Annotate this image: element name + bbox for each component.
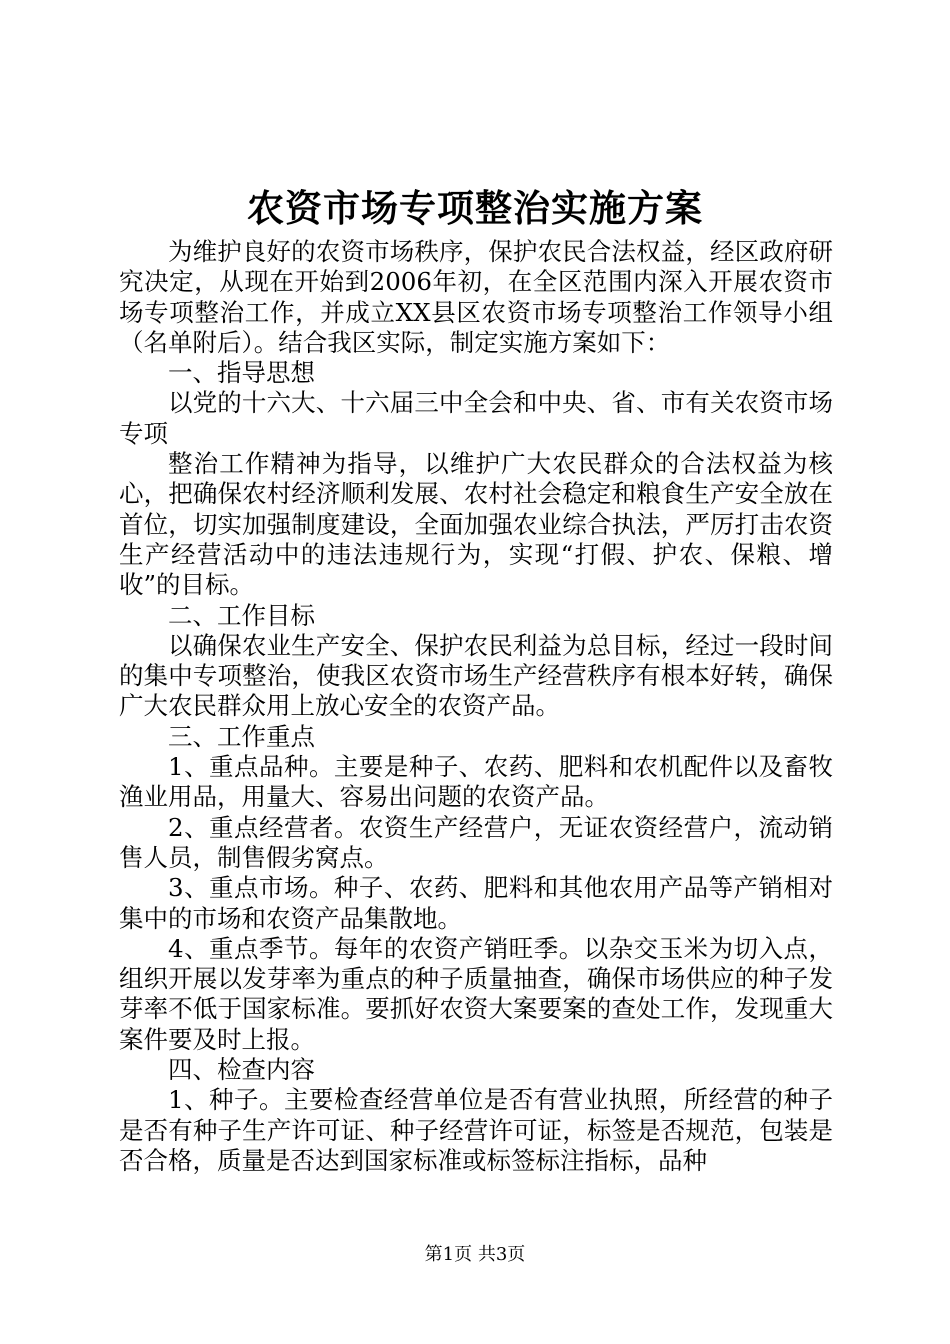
paragraph-focus-seasons: 4、重点季节。每年的农资产销旺季。以杂交玉米为切入点，组织开展以发芽率为重点的种子质量抽查，确保市场供应的种子发芽率不低于国家标准。要抓好农资大案要案的查处工作，发现重大案件要及时上报。	[119, 933, 833, 1054]
paragraph-work-goals: 以确保农业生产安全、保护农民利益为总目标，经过一段时间的集中专项整治，使我区农资市场生产经营秩序有根本好转，确保广大农民群众用上放心安全的农资产品。	[119, 630, 833, 721]
paragraph-guiding-ideology-2: 整治工作精神为指导，以维护广大农民群众的合法权益为核心，把确保农村经济顺利发展、农村社会稳定和粮食生产安全放在首位，切实加强制度建设，全面加强农业综合执法，严厉打击农资生产经营活动中的违法违规行为，实现“打假、护农、保粮、增收”的目标。	[119, 449, 833, 600]
paragraph-guiding-ideology-1: 以党的十六大、十六届三中全会和中央、省、市有关农资市场专项	[119, 388, 833, 448]
document-title: 农资市场专项整治实施方案	[247, 186, 703, 230]
section-heading-guiding-ideology: 一、指导思想	[168, 358, 315, 388]
section-heading-work-focus: 三、工作重点	[168, 721, 315, 751]
document-body	[119, 237, 833, 1176]
paragraph-focus-varieties: 1、重点品种。主要是种子、农药、肥料和农机配件以及畜牧渔业用品，用量大、容易出问题的农资产品。	[119, 752, 833, 812]
section-heading-work-goals: 二、工作目标	[168, 600, 315, 630]
paragraph-focus-markets: 3、重点市场。种子、农药、肥料和其他农用产品等产销相对集中的市场和农资产品集散地。	[119, 873, 833, 933]
page-footer: 第1页 共3页	[424, 1244, 526, 1265]
paragraph-inspection-seeds: 1、种子。主要检查经营单位是否有营业执照，所经营的种子是否有种子生产许可证、种子经营许可证，标签是否规范，包装是否合格，质量是否达到国家标准或标签标注指标，品种	[119, 1085, 833, 1175]
paragraph-intro: 为维护良好的农资市场秩序，保护农民合法权益，经区政府研究决定，从现在开始到2006年初，在全区范围内深入开展农资市场专项整治工作，并成立XX县区农资市场专项整治工作领导小组（名单附后）。结合我区实际，制定实施方案如下：	[119, 237, 833, 357]
paragraph-focus-operators: 2、重点经营者。农资生产经营户，无证农资经营户，流动销售人员，制售假劣窝点。	[119, 812, 833, 872]
section-heading-inspection-content: 四、检查内容	[168, 1055, 315, 1085]
